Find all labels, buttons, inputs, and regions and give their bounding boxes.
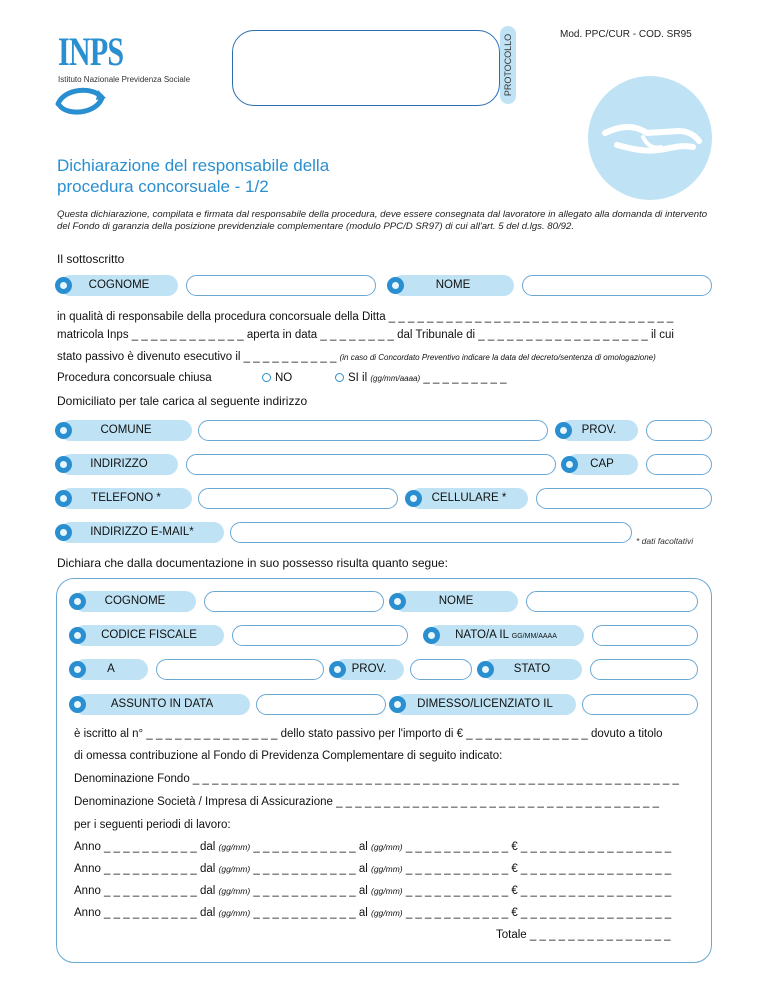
label-email (60, 522, 224, 543)
dimesso-field[interactable] (582, 694, 698, 715)
period-row[interactable] (74, 907, 671, 919)
intro-text: Questa dichiarazione, compilata e firmata dal responsabile della procedura, deve essere consegnata dal lavoratore in allegato alla domanda di intervento del Fondo di garanzia della posizione previdenziale complementare (modulo PPC/D SR97) di cui all'art. 5 del d.lgs. 80/92. (57, 209, 708, 232)
nome-field[interactable] (522, 275, 712, 296)
period-row[interactable] (74, 885, 671, 897)
procedura-chiusa-label: Procedura concorsuale chiusa (57, 372, 212, 384)
label-telefono-text: TELEFONO * (91, 492, 161, 504)
radio-no[interactable] (262, 372, 292, 384)
period-row-note: (gg/mm) (371, 886, 403, 896)
label-prov (560, 420, 638, 441)
denominazione-fondo-line[interactable]: Denominazione Fondo _ _ _ _ _ _ _ _ _ _ _ _ _ _ _ _ _ _ _ _ _ _ _ _ _ _ _ _ _ _ _ _ _ _ _ _ _ _ _ _ _ _ _ _ _ _ _ _ _ _ _ (74, 773, 679, 785)
label-prov-text: PROV. (581, 424, 617, 436)
protocollo-box[interactable] (232, 30, 500, 106)
label-indirizzo (60, 454, 178, 475)
label-nome-2-text: NOME (438, 595, 474, 607)
period-row-note: (gg/mm) (218, 842, 251, 852)
email-field[interactable] (230, 522, 632, 543)
nome-field-2[interactable] (526, 591, 698, 612)
period-row-text: Anno _ _ _ _ _ _ _ _ _ _ dal (74, 885, 219, 897)
bullet-icon (69, 661, 86, 678)
period-row-text: _ _ _ _ _ _ _ _ _ _ _ € _ _ _ _ _ _ _ _ _ _ _ _ _ _ _ _ (402, 907, 672, 919)
prov-field[interactable] (646, 420, 712, 441)
omessa-line: di omessa contribuzione al Fondo di Previdenza Complementare di seguito indicato: (74, 750, 503, 762)
page-title (57, 155, 397, 197)
comune-field[interactable] (198, 420, 548, 441)
period-row-text: _ _ _ _ _ _ _ _ _ _ _ al (250, 841, 371, 853)
bullet-icon (69, 593, 86, 610)
luogo-nascita-field[interactable] (156, 659, 324, 680)
iscritto-line[interactable]: è iscritto al n° _ _ _ _ _ _ _ _ _ _ _ _ _ _ dello stato passivo per l'importo di € _ _ _ _ _ _ _ _ _ _ _ _ _ dovuto a titolo (74, 728, 663, 740)
nato-il-format: GG/MM/AAAA (511, 633, 557, 640)
label-stato-text: STATO (513, 663, 551, 675)
bullet-icon (389, 696, 406, 713)
label-nome-2 (394, 591, 518, 612)
stato-passivo-note: (in caso di Concordato Preventivo indicare la data del decreto/sentenza di omologazione) (339, 353, 656, 362)
label-nome (392, 275, 514, 296)
bullet-icon (405, 490, 422, 507)
period-row-text: Anno _ _ _ _ _ _ _ _ _ _ dal (74, 863, 219, 875)
radio-no-label: NO (275, 372, 293, 384)
inps-logo: INPS (58, 29, 124, 74)
period-row[interactable] (74, 863, 671, 875)
bullet-icon (389, 593, 406, 610)
section-sottoscritto-heading: Il sottoscritto (57, 252, 125, 266)
label-cap-text: CAP (590, 458, 614, 470)
matricola-line[interactable]: matricola Inps _ _ _ _ _ _ _ _ _ _ _ _ aperta in data _ _ _ _ _ _ _ _ dal Tribunale di _ _ _ _ _ _ _ _ _ _ _ _ _ _ _ _ _ _ il cui (57, 329, 674, 341)
bullet-icon (55, 524, 72, 541)
protocollo-label-wrap (500, 26, 516, 104)
cap-field[interactable] (646, 454, 712, 475)
period-row-note: (gg/mm) (218, 886, 251, 896)
label-indirizzo-text: INDIRIZZO (90, 458, 148, 470)
totale-line[interactable]: Totale _ _ _ _ _ _ _ _ _ _ _ _ _ _ _ (496, 929, 671, 941)
label-comune-text: COMUNE (100, 424, 152, 436)
label-nato-il (428, 625, 584, 646)
radio-si-blank: _ _ _ _ _ _ _ _ _ (423, 372, 507, 384)
period-row-text: _ _ _ _ _ _ _ _ _ _ _ al (250, 885, 371, 897)
label-cellulare-text: CELLULARE * (431, 492, 507, 504)
model-code: Mod. PPC/CUR - COD. SR95 (560, 29, 692, 40)
section-dichiara-heading: Dichiara che dalla documentazione in suo possesso risulta quanto segue: (57, 556, 448, 570)
ditta-line[interactable]: in qualità di responsabile della procedura concorsuale della Ditta _ _ _ _ _ _ _ _ _ _ _ _ _ _ _ _ _ _ _ _ _ _ _ _ _ _ _ _ _ _ (57, 311, 674, 323)
label-stato (482, 659, 582, 680)
radio-si-note: (gg/mm/aaaa) (370, 374, 421, 383)
codice-fiscale-field[interactable] (232, 625, 408, 646)
bullet-icon (329, 661, 346, 678)
label-cellulare (410, 488, 528, 509)
title-line-1: Dichiarazione del responsabile della (57, 156, 330, 175)
telefono-field[interactable] (198, 488, 398, 509)
period-row-text: _ _ _ _ _ _ _ _ _ _ _ € _ _ _ _ _ _ _ _ _ _ _ _ _ _ _ _ (402, 885, 672, 897)
denominazione-societa-line[interactable]: Denominazione Società / Impresa di Assicurazione _ _ _ _ _ _ _ _ _ _ _ _ _ _ _ _ _ _ _ _ _ _ _ _ _ _ _ _ _ _ _ _ _ _ (74, 796, 659, 808)
bullet-icon (55, 456, 72, 473)
period-row-text: _ _ _ _ _ _ _ _ _ _ _ al (250, 907, 371, 919)
label-cap (566, 454, 638, 475)
bullet-icon (477, 661, 494, 678)
stato-passivo-text: stato passivo è divenuto esecutivo il _ _ _ _ _ _ _ _ _ _ (57, 351, 340, 363)
radio-si-label: SI il (348, 372, 368, 384)
handshake-seal-icon (587, 75, 713, 201)
period-row-note: (gg/mm) (371, 842, 403, 852)
period-row-text: _ _ _ _ _ _ _ _ _ _ _ al (250, 863, 371, 875)
label-a-text: A (107, 663, 115, 675)
label-comune (60, 420, 192, 441)
logo-subtitle: Istituto Nazionale Previdenza Sociale (58, 75, 191, 84)
bullet-icon (387, 277, 404, 294)
assunto-field[interactable] (256, 694, 386, 715)
period-row-note: (gg/mm) (218, 908, 251, 918)
section-domicilio-heading: Domiciliato per tale carica al seguente indirizzo (57, 394, 308, 408)
label-codice-fiscale-text: CODICE FISCALE (101, 629, 197, 641)
label-assunto (74, 694, 250, 715)
label-nome-text: NOME (435, 279, 471, 291)
label-dimesso (394, 694, 576, 715)
bullet-icon (55, 490, 72, 507)
title-line-2: procedura concorsuale - 1/2 (57, 177, 269, 196)
label-prov-2-text: PROV. (351, 663, 387, 675)
label-cognome-2 (74, 591, 196, 612)
period-row-text: Anno _ _ _ _ _ _ _ _ _ _ dal (74, 907, 219, 919)
label-cognome (60, 275, 178, 296)
period-row-text: _ _ _ _ _ _ _ _ _ _ _ € _ _ _ _ _ _ _ _ _ _ _ _ _ _ _ _ (402, 863, 672, 875)
period-row-text: _ _ _ _ _ _ _ _ _ _ _ € _ _ _ _ _ _ _ _ _ _ _ _ _ _ _ _ (402, 841, 672, 853)
stato-field[interactable] (590, 659, 698, 680)
optional-note: * dati facoltativi (636, 536, 694, 546)
stato-passivo-line[interactable] (57, 351, 656, 363)
bullet-icon (423, 627, 440, 644)
label-telefono (60, 488, 192, 509)
bullet-icon (561, 456, 578, 473)
label-cognome-text: COGNOME (88, 279, 150, 291)
periodi-label: per i seguenti periodi di lavoro: (74, 819, 231, 831)
label-nato-il-text: NATO/A IL (455, 629, 509, 641)
label-codice-fiscale (74, 625, 224, 646)
radio-si[interactable] (335, 372, 507, 384)
period-row[interactable] (74, 841, 671, 853)
radio-si-icon[interactable] (335, 373, 344, 382)
prov-field-2[interactable] (410, 659, 472, 680)
radio-no-icon[interactable] (262, 373, 271, 382)
cellulare-field[interactable] (536, 488, 712, 509)
indirizzo-field[interactable] (186, 454, 556, 475)
period-row-note: (gg/mm) (218, 864, 251, 874)
period-row-text: Anno _ _ _ _ _ _ _ _ _ _ dal (74, 841, 219, 853)
bullet-icon (55, 422, 72, 439)
label-cognome-2-text: COGNOME (104, 595, 166, 607)
label-email-text: INDIRIZZO E-MAIL* (90, 526, 194, 538)
logo-swirl-icon (54, 86, 106, 116)
label-prov-2 (334, 659, 404, 680)
label-assunto-text: ASSUNTO IN DATA (110, 698, 214, 710)
bullet-icon (69, 627, 86, 644)
label-a (74, 659, 148, 680)
nato-il-field[interactable] (592, 625, 698, 646)
cognome-field-2[interactable] (204, 591, 384, 612)
bullet-icon (69, 696, 86, 713)
bullet-icon (555, 422, 572, 439)
cognome-field[interactable] (186, 275, 376, 296)
period-row-note: (gg/mm) (371, 864, 403, 874)
period-row-note: (gg/mm) (371, 908, 403, 918)
label-dimesso-text: DIMESSO/LICENZIATO IL (417, 698, 553, 710)
bullet-icon (55, 277, 72, 294)
protocollo-label: PROTOCOLLO (503, 33, 513, 97)
